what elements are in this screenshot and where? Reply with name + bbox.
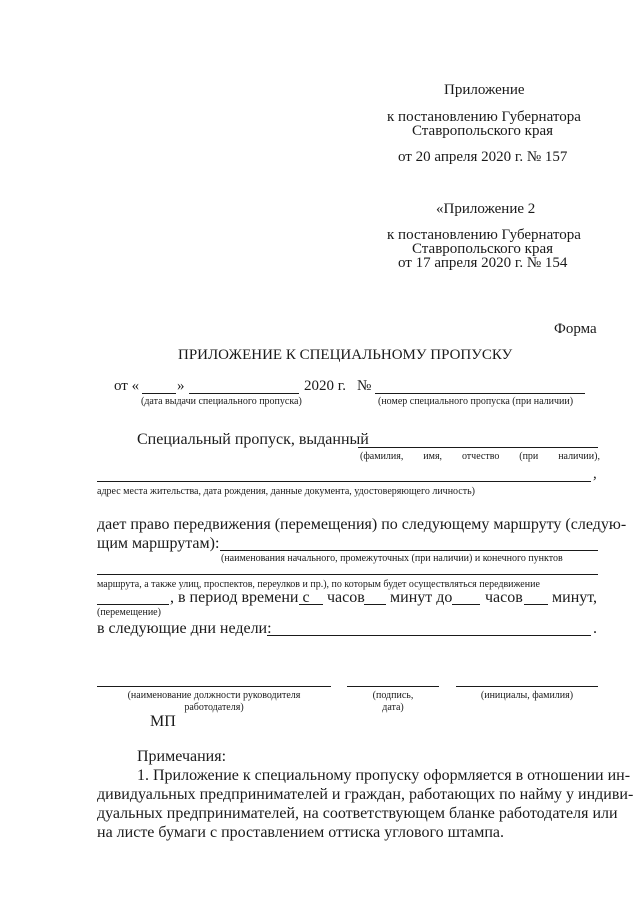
caption-route-points: (наименования начального, промежуточных (при наличии) и конечного пунктов [221, 553, 563, 564]
date-from-label: от « [114, 378, 140, 394]
appendix-date-line: от 20 апреля 2020 г. № 157 [398, 149, 568, 165]
initials-field[interactable] [456, 686, 598, 687]
issued-to-field[interactable] [358, 447, 598, 448]
route-field[interactable] [220, 550, 598, 551]
minutes-label-2: минут, [552, 589, 598, 606]
number-sign: № [357, 378, 372, 394]
caption-fio-row [360, 451, 600, 462]
minutes-to-field[interactable] [524, 604, 548, 605]
caption-route-streets: маршрута, а также улиц, проспектов, переулков и пр.), по которым будет осуществляться передвижение [97, 579, 540, 590]
caption-address: адрес места жительства, дата рождения, данные документа, удостоверяющего личность) [97, 486, 476, 497]
signature-field[interactable] [347, 686, 439, 687]
hours-label-1: часов [327, 589, 365, 606]
year-label: 2020 г. [304, 378, 346, 394]
weekdays-label: в следующие дни недели: [97, 620, 272, 637]
caption-pass-number: (номер специального пропуска (при наличии) [378, 396, 574, 407]
note-1-line4: на листе бумаги с проставлением оттиска углового штампа. [97, 824, 505, 841]
address-field[interactable] [97, 481, 591, 482]
note-1-line1: 1. Приложение к специальному пропуску оформляется в отношении ин- [137, 767, 631, 784]
note-1-line2: дивидуальных предпринимателей и граждан, работающих по найму у индиви- [97, 786, 634, 803]
appendix2-region-line: Ставропольского края [412, 241, 553, 257]
note-1-line3: дуальных предпринимателей, на соответствующем бланке работодателя или [97, 805, 618, 822]
caption-patronymic: отчество [461, 451, 500, 462]
appendix-region-line: Ставропольского края [412, 123, 553, 139]
hours-from-field[interactable] [299, 604, 323, 605]
caption-surname: (фамилия, [360, 451, 404, 462]
appendix-title: Приложение [444, 82, 525, 98]
caption-position-1: (наименование должности руководителя [127, 690, 301, 701]
route-text-line2: щим маршрутам): [97, 535, 220, 552]
weekdays-dot: . [593, 620, 597, 637]
position-field[interactable] [97, 686, 331, 687]
month-field[interactable] [189, 393, 299, 394]
pass-number-field[interactable] [375, 393, 585, 394]
caption-signature-1: (подпись, [372, 690, 414, 701]
stamp-place-label: МП [150, 713, 176, 730]
period-label: , в период времени с [170, 589, 310, 606]
appendix2-date-line: от 17 апреля 2020 г. № 154 [398, 255, 568, 271]
address-comma: , [593, 466, 597, 482]
appendix-decree-line: к постановлению Губернатора [387, 109, 581, 125]
route-text-line1: дает право передвижения (перемещения) по следующему маршруту (следую- [97, 516, 627, 533]
caption-movement: (перемещение) [97, 607, 161, 618]
minutes-from-field[interactable] [364, 604, 386, 605]
pass-issued-label: Специальный пропуск, выданный [137, 431, 369, 448]
appendix2-decree-line: к постановлению Губернатора [387, 227, 581, 243]
caption-if-any: (при [519, 451, 539, 462]
movement-field[interactable] [97, 604, 169, 605]
caption-position-2: работодателя) [184, 702, 244, 713]
notes-title: Примечания: [137, 748, 227, 765]
document-title: ПРИЛОЖЕНИЕ К СПЕЦИАЛЬНОМУ ПРОПУСКУ [178, 347, 513, 363]
route-field-2[interactable] [97, 574, 598, 575]
weekdays-field[interactable] [267, 635, 591, 636]
caption-initials: (инициалы, фамилия) [480, 690, 574, 701]
hours-label-2: часов [485, 589, 523, 606]
caption-if-any-2: наличии), [558, 451, 600, 462]
appendix2-title: «Приложение 2 [436, 201, 536, 217]
caption-name: имя, [423, 451, 443, 462]
caption-issue-date: (дата выдачи специального пропуска) [141, 396, 302, 407]
form-label: Форма [554, 321, 597, 337]
caption-signature-2: дата) [382, 702, 404, 713]
hours-to-field[interactable] [452, 604, 480, 605]
minutes-until-label: минут до [390, 589, 453, 606]
date-close-quote: » [177, 378, 185, 394]
day-field[interactable] [142, 393, 176, 394]
